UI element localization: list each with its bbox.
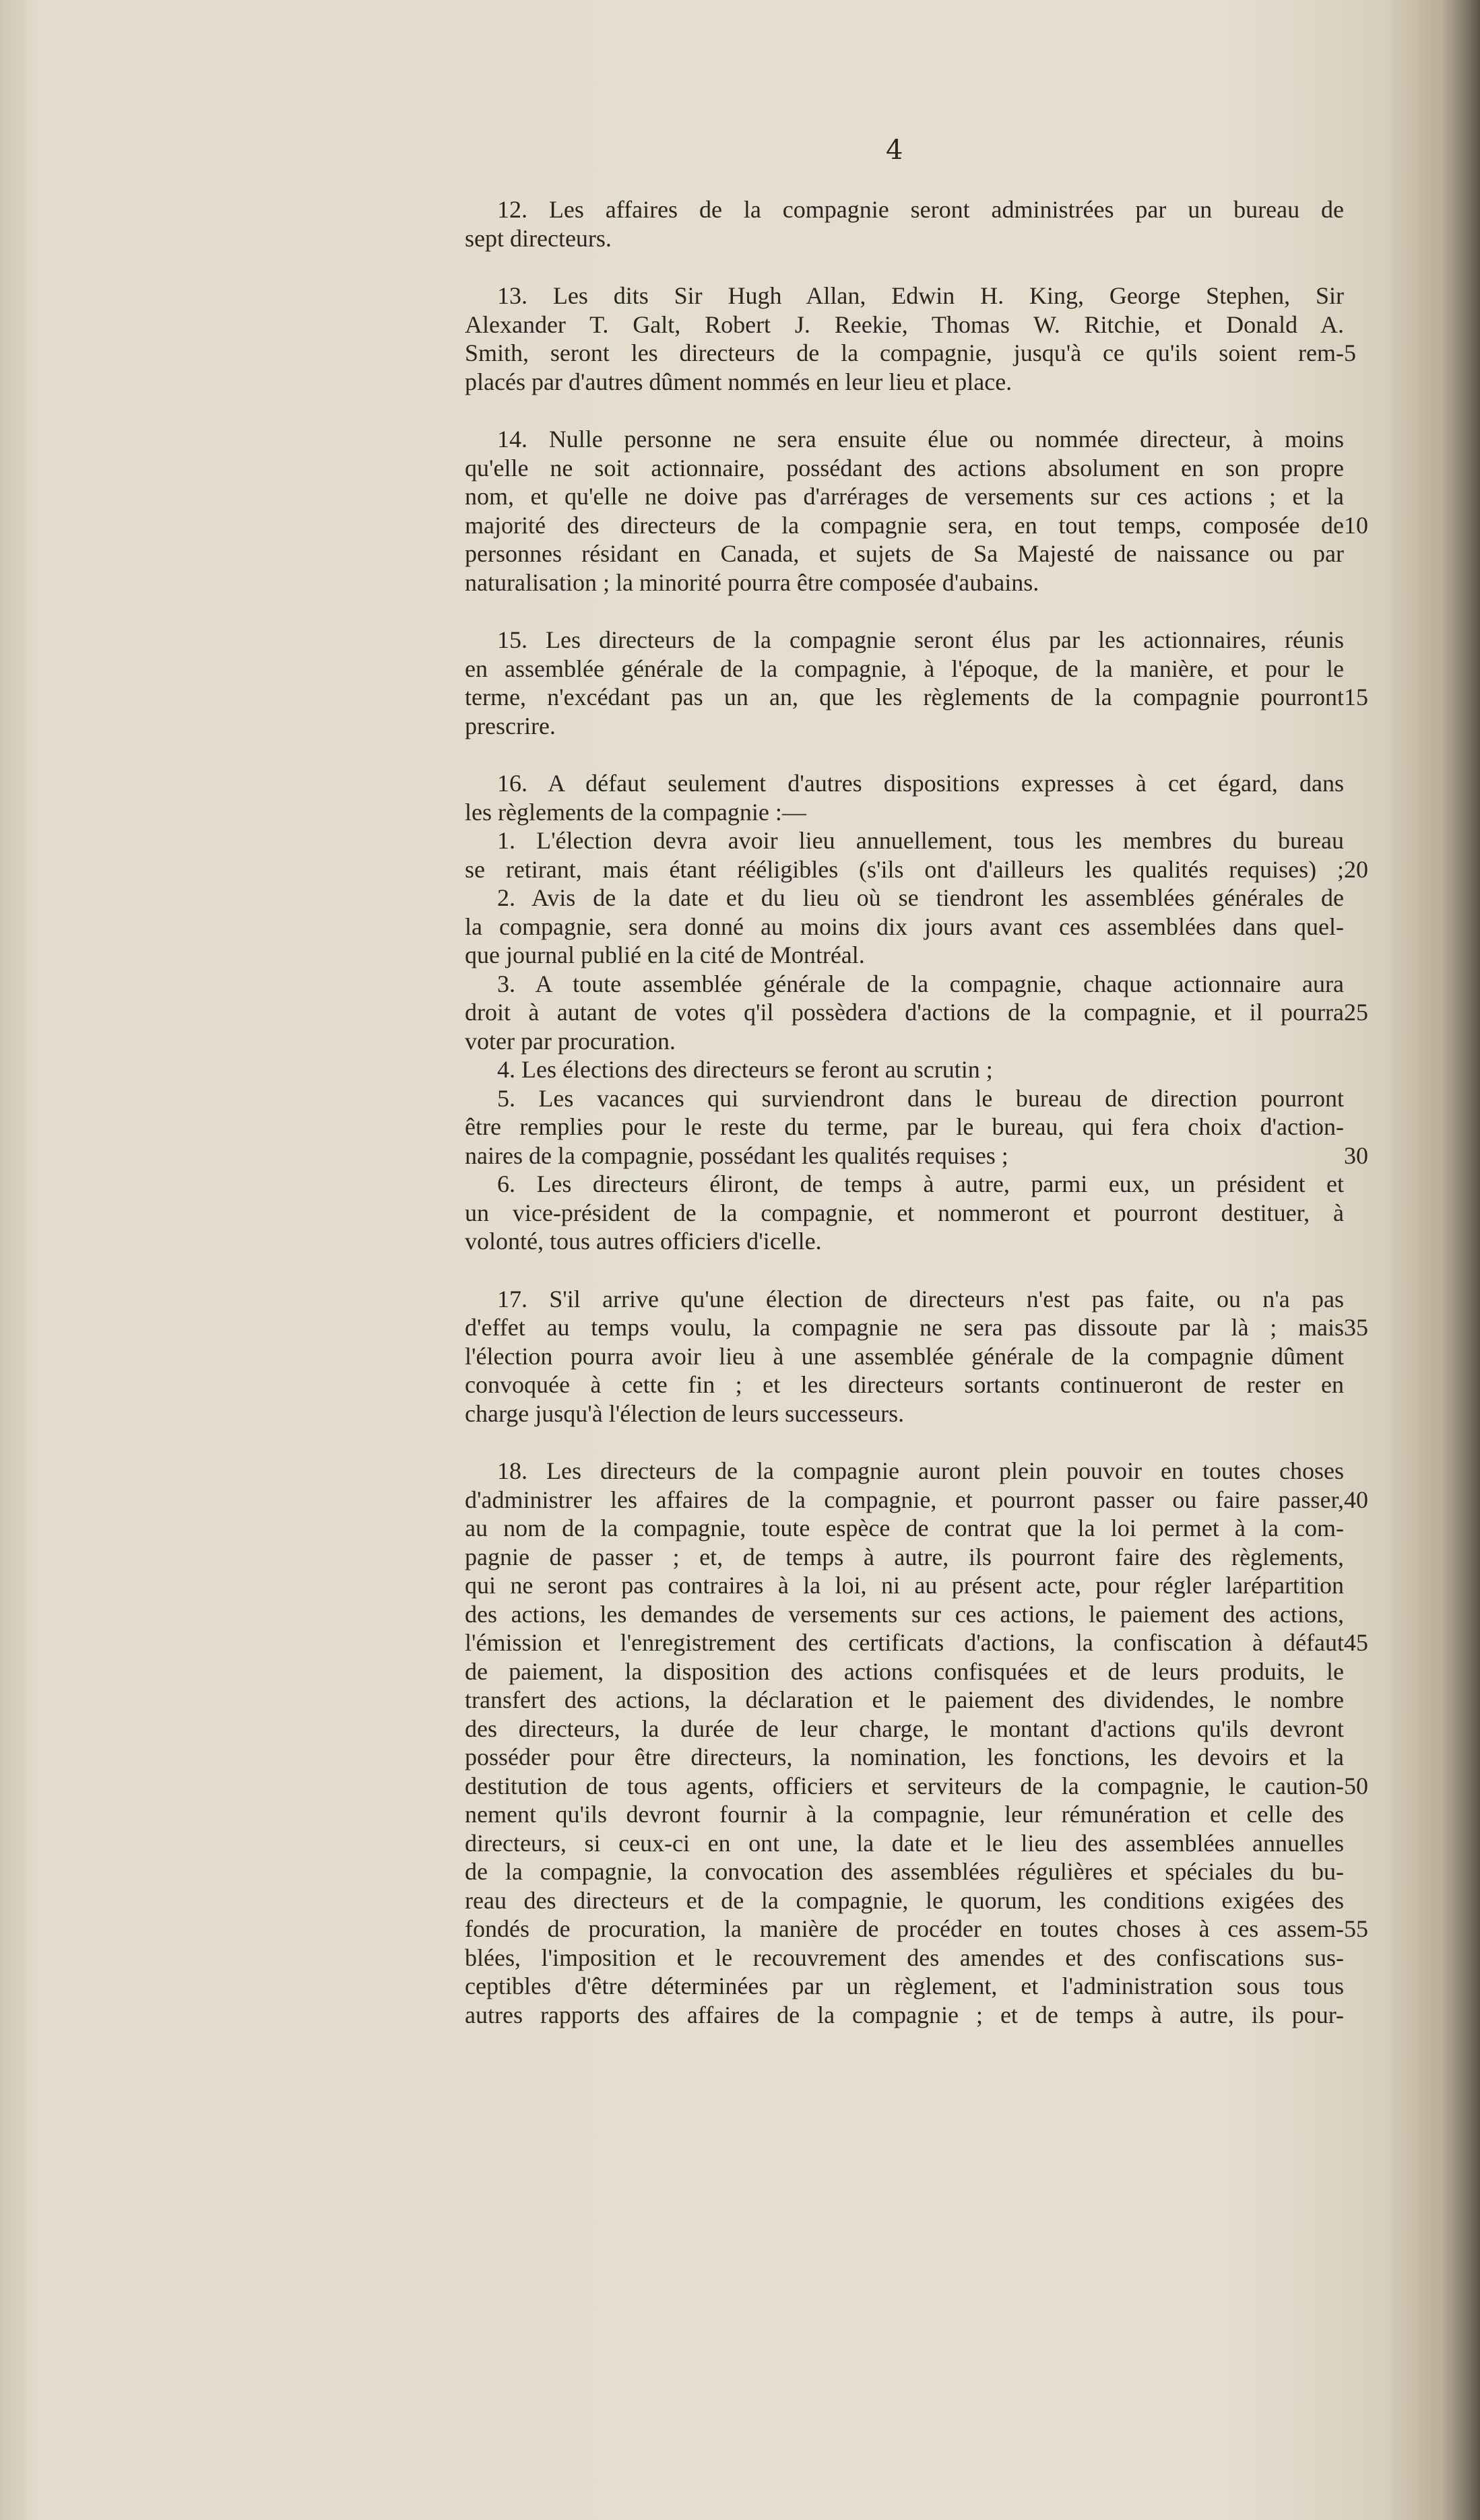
line-text: 5. Les vacances qui surviendront dans le bureau de direction pourront xyxy=(497,1084,1344,1112)
text-line xyxy=(465,712,1344,741)
line-text: de la compagnie, la convocation des assemblées régulières et spéciales du bu- xyxy=(465,1858,1344,1885)
paragraph xyxy=(465,425,1368,597)
text-line xyxy=(465,1313,1368,1342)
line-text: des actions, les demandes de versements sur ces actions, le paiement des actions, xyxy=(465,1600,1344,1628)
line-text: naturalisation ; la minorité pourra être composée d'aubains. xyxy=(465,568,1039,596)
text-line xyxy=(465,339,1356,368)
text-line xyxy=(465,683,1368,712)
line-text: nement qu'ils devront fournir à la compagnie, leur rémunération et celle des xyxy=(465,1801,1344,1828)
margin-line-number: 5 xyxy=(1344,339,1356,366)
text-line xyxy=(465,1600,1344,1629)
line-text: voter par procuration. xyxy=(465,1027,676,1055)
line-text: personnes résidant en Canada, et sujets de Sa Majesté de naissance ou par xyxy=(465,540,1344,567)
line-text: Alexander T. Galt, Robert J. Reekie, Thomas W. Ritchie, et Donald A. xyxy=(465,310,1344,338)
line-text: charge jusqu'à l'élection de leurs successeurs. xyxy=(465,1399,905,1427)
text-line xyxy=(465,884,1344,913)
text-line xyxy=(465,1915,1368,1944)
line-text: en assemblée générale de la compagnie, à l'époque, de la manière, et pour le xyxy=(465,655,1344,682)
text-line xyxy=(465,1571,1344,1600)
paragraph xyxy=(465,281,1356,396)
text-line xyxy=(465,1113,1344,1141)
margin-line-number: 35 xyxy=(1344,1314,1368,1341)
line-text: nom, et qu'elle ne doive pas d'arrérages de versements sur ces actions ; et la xyxy=(465,483,1344,510)
line-text: 6. Les directeurs éliront, de temps à autre, parmi eux, un président et xyxy=(497,1170,1344,1197)
text-line xyxy=(465,1686,1344,1715)
text-line xyxy=(465,913,1344,941)
line-text: placés par d'autres dûment nommés en leur lieu et place. xyxy=(465,368,1012,395)
line-text: les règlements de la compagnie :— xyxy=(465,798,806,826)
text-line xyxy=(465,195,1344,224)
margin-line-number: 20 xyxy=(1344,855,1368,883)
margin-line-number: 50 xyxy=(1344,1772,1368,1799)
text-line xyxy=(465,224,1344,253)
line-text: 13. Les dits Sir Hugh Allan, Edwin H. King, George Stephen, Sir xyxy=(497,282,1344,309)
line-text: des directeurs, la durée de leur charge, le montant d'actions qu'ils devront xyxy=(465,1715,1344,1742)
line-text: d'administrer les affaires de la compagnie, et pourront passer ou faire passer, xyxy=(465,1486,1344,1513)
text-line xyxy=(465,1486,1368,1515)
line-text: la compagnie, sera donné au moins dix jours avant ces assemblées dans quel- xyxy=(465,913,1344,940)
text-line xyxy=(465,769,1344,798)
text-line xyxy=(465,1857,1344,1886)
text-line xyxy=(465,1141,1368,1170)
line-text: volonté, tous autres officiers d'icelle. xyxy=(465,1228,822,1255)
text-line xyxy=(465,1829,1344,1858)
line-text: prescrire. xyxy=(465,712,556,739)
line-text: droit à autant de votes q'il possèdera d'actions de la compagnie, et il pourra xyxy=(465,999,1344,1026)
margin-line-number: 10 xyxy=(1344,511,1368,539)
text-line xyxy=(465,454,1344,483)
paragraph xyxy=(465,769,1368,1256)
line-text: 2. Avis de la date et du lieu où se tiendront les assemblées générales de xyxy=(497,884,1344,911)
line-text: fondés de procuration, la manière de procéder en toutes choses à ces assem- xyxy=(465,1915,1344,1942)
line-text: 17. S'il arrive qu'une élection de directeurs n'est pas faite, ou n'a pas xyxy=(497,1285,1344,1313)
margin-line-number: 55 xyxy=(1344,1915,1368,1942)
text-line xyxy=(465,1170,1344,1199)
line-text: qu'elle ne soit actionnaire, possédant des actions absolument en son propre xyxy=(465,454,1344,482)
text-line xyxy=(465,281,1344,310)
text-line xyxy=(465,855,1368,884)
line-text: 14. Nulle personne ne sera ensuite élue ou nommée directeur, à moins xyxy=(497,426,1344,453)
text-line xyxy=(465,1285,1344,1314)
text-line xyxy=(465,482,1344,511)
line-text: directeurs, si ceux-ci en ont une, la date et le lieu des assemblées annuelles xyxy=(465,1829,1344,1857)
text-line xyxy=(465,1027,1344,1056)
line-text: transfert des actions, la déclaration et le paiement des dividendes, le nombre xyxy=(465,1686,1344,1713)
paragraph xyxy=(465,1285,1368,1428)
text-line xyxy=(465,1628,1368,1657)
margin-line-number: 25 xyxy=(1344,999,1368,1026)
line-text: majorité des directeurs de la compagnie sera, en tout temps, composée de xyxy=(465,511,1344,539)
text-line xyxy=(465,1055,1344,1084)
text-line xyxy=(465,998,1368,1027)
line-text: ceptibles d'être déterminées par un règlement, et l'administration sous tous xyxy=(465,1972,1344,1999)
text-line xyxy=(465,1800,1344,1829)
text-line xyxy=(465,1772,1368,1801)
text-line xyxy=(465,970,1344,999)
line-text: posséder pour être directeurs, la nomination, les fonctions, les devoirs et la xyxy=(465,1744,1344,1770)
text-line xyxy=(465,425,1344,454)
body-text xyxy=(465,195,1368,2058)
text-line xyxy=(465,1370,1344,1399)
text-line xyxy=(465,310,1344,339)
line-text: destitution de tous agents, officiers et serviteurs de la compagnie, le caution- xyxy=(465,1772,1344,1799)
line-text: un vice-président de la compagnie, et nommeront et pourront destituer, à xyxy=(465,1199,1344,1226)
line-text: de paiement, la disposition des actions confisquées et de leurs produits, le xyxy=(465,1657,1344,1685)
paragraph xyxy=(465,1457,1368,2029)
line-text: pagnie de passer ; et, de temps à autre, ils pourront faire des règlements, xyxy=(465,1543,1344,1570)
text-line xyxy=(465,1342,1344,1371)
text-line xyxy=(465,539,1344,568)
text-line xyxy=(465,1514,1344,1543)
text-line xyxy=(465,826,1344,855)
line-text: terme, n'excédant pas un an, que les règlements de la compagnie pourront xyxy=(465,684,1344,710)
text-line xyxy=(465,2001,1344,2030)
text-line xyxy=(465,368,1344,397)
page-number: 4 xyxy=(886,135,903,166)
text-line xyxy=(465,1543,1344,1572)
line-text: 4. Les élections des directeurs se feront au scrutin ; xyxy=(497,1056,993,1083)
line-text: blées, l'imposition et le recouvrement des amendes et des confiscations sus- xyxy=(465,1944,1344,1971)
line-text: Smith, seront les directeurs de la compagnie, jusqu'à ce qu'ils soient rem- xyxy=(465,339,1344,366)
line-text: l'émission et l'enregistrement des certificats d'actions, la confiscation à défaut xyxy=(465,1629,1344,1656)
line-text: sept directeurs. xyxy=(465,224,612,252)
line-text: 18. Les directeurs de la compagnie auront plein pouvoir en toutes choses xyxy=(497,1457,1344,1484)
text-line xyxy=(465,941,1344,970)
line-text: 1. L'élection devra avoir lieu annuellement, tous les membres du bureau xyxy=(497,827,1344,854)
text-line xyxy=(465,1657,1344,1686)
text-line xyxy=(465,1199,1344,1228)
line-text: 15. Les directeurs de la compagnie seront élus par les actionnaires, réunis xyxy=(497,626,1344,653)
text-line xyxy=(465,568,1344,597)
text-line xyxy=(465,798,1344,827)
text-line xyxy=(465,1715,1344,1744)
margin-line-number: 15 xyxy=(1344,684,1368,710)
paragraph xyxy=(465,626,1368,740)
line-text: naires de la compagnie, possédant les qualités requises ; xyxy=(465,1141,1008,1169)
line-text: se retirant, mais étant rééligibles (s'ils ont d'ailleurs les qualités requises) ; xyxy=(465,855,1344,883)
line-text: qui ne seront pas contraires à la loi, ni au présent acte, pour régler larépartition xyxy=(465,1572,1344,1599)
line-text: reau des directeurs et de la compagnie, le quorum, les conditions exigées des xyxy=(465,1886,1344,1914)
text-line xyxy=(465,1227,1344,1256)
line-text: d'effet au temps voulu, la compagnie ne sera pas dissoute par là ; mais xyxy=(465,1314,1344,1341)
margin-line-number: 45 xyxy=(1344,1629,1368,1656)
line-text: 3. A toute assemblée générale de la compagnie, chaque actionnaire aura xyxy=(497,970,1344,997)
margin-line-number: 30 xyxy=(1344,1141,1368,1169)
text-line xyxy=(465,1084,1344,1113)
line-text: convoquée à cette fin ; et les directeurs sortants continueront de rester en xyxy=(465,1371,1344,1398)
text-line xyxy=(465,1886,1344,1915)
text-line xyxy=(465,1944,1344,1972)
text-line xyxy=(465,1743,1344,1772)
text-line xyxy=(465,655,1344,684)
line-text: autres rapports des affaires de la compagnie ; et de temps à autre, ils pour- xyxy=(465,2001,1344,2028)
line-text: 12. Les affaires de la compagnie seront administrées par un bureau de xyxy=(497,196,1344,223)
margin-line-number: 40 xyxy=(1344,1486,1368,1513)
book-spine-shadow xyxy=(1440,0,1480,2520)
line-text: l'élection pourra avoir lieu à une assemblée générale de la compagnie dûment xyxy=(465,1342,1344,1370)
text-line xyxy=(465,1972,1344,2001)
line-text: au nom de la compagnie, toute espèce de contrat que la loi permet à la com- xyxy=(465,1515,1344,1541)
paragraph xyxy=(465,195,1344,253)
line-text: être remplies pour le reste du terme, par le bureau, qui fera choix d'action- xyxy=(465,1113,1344,1140)
text-line xyxy=(465,626,1344,655)
text-line xyxy=(465,511,1368,540)
line-text: 16. A défaut seulement d'autres dispositions expresses à cet égard, dans xyxy=(497,770,1344,797)
line-text: que journal publié en la cité de Montréal. xyxy=(465,941,865,968)
text-line xyxy=(465,1457,1344,1486)
text-line xyxy=(465,1399,1344,1428)
